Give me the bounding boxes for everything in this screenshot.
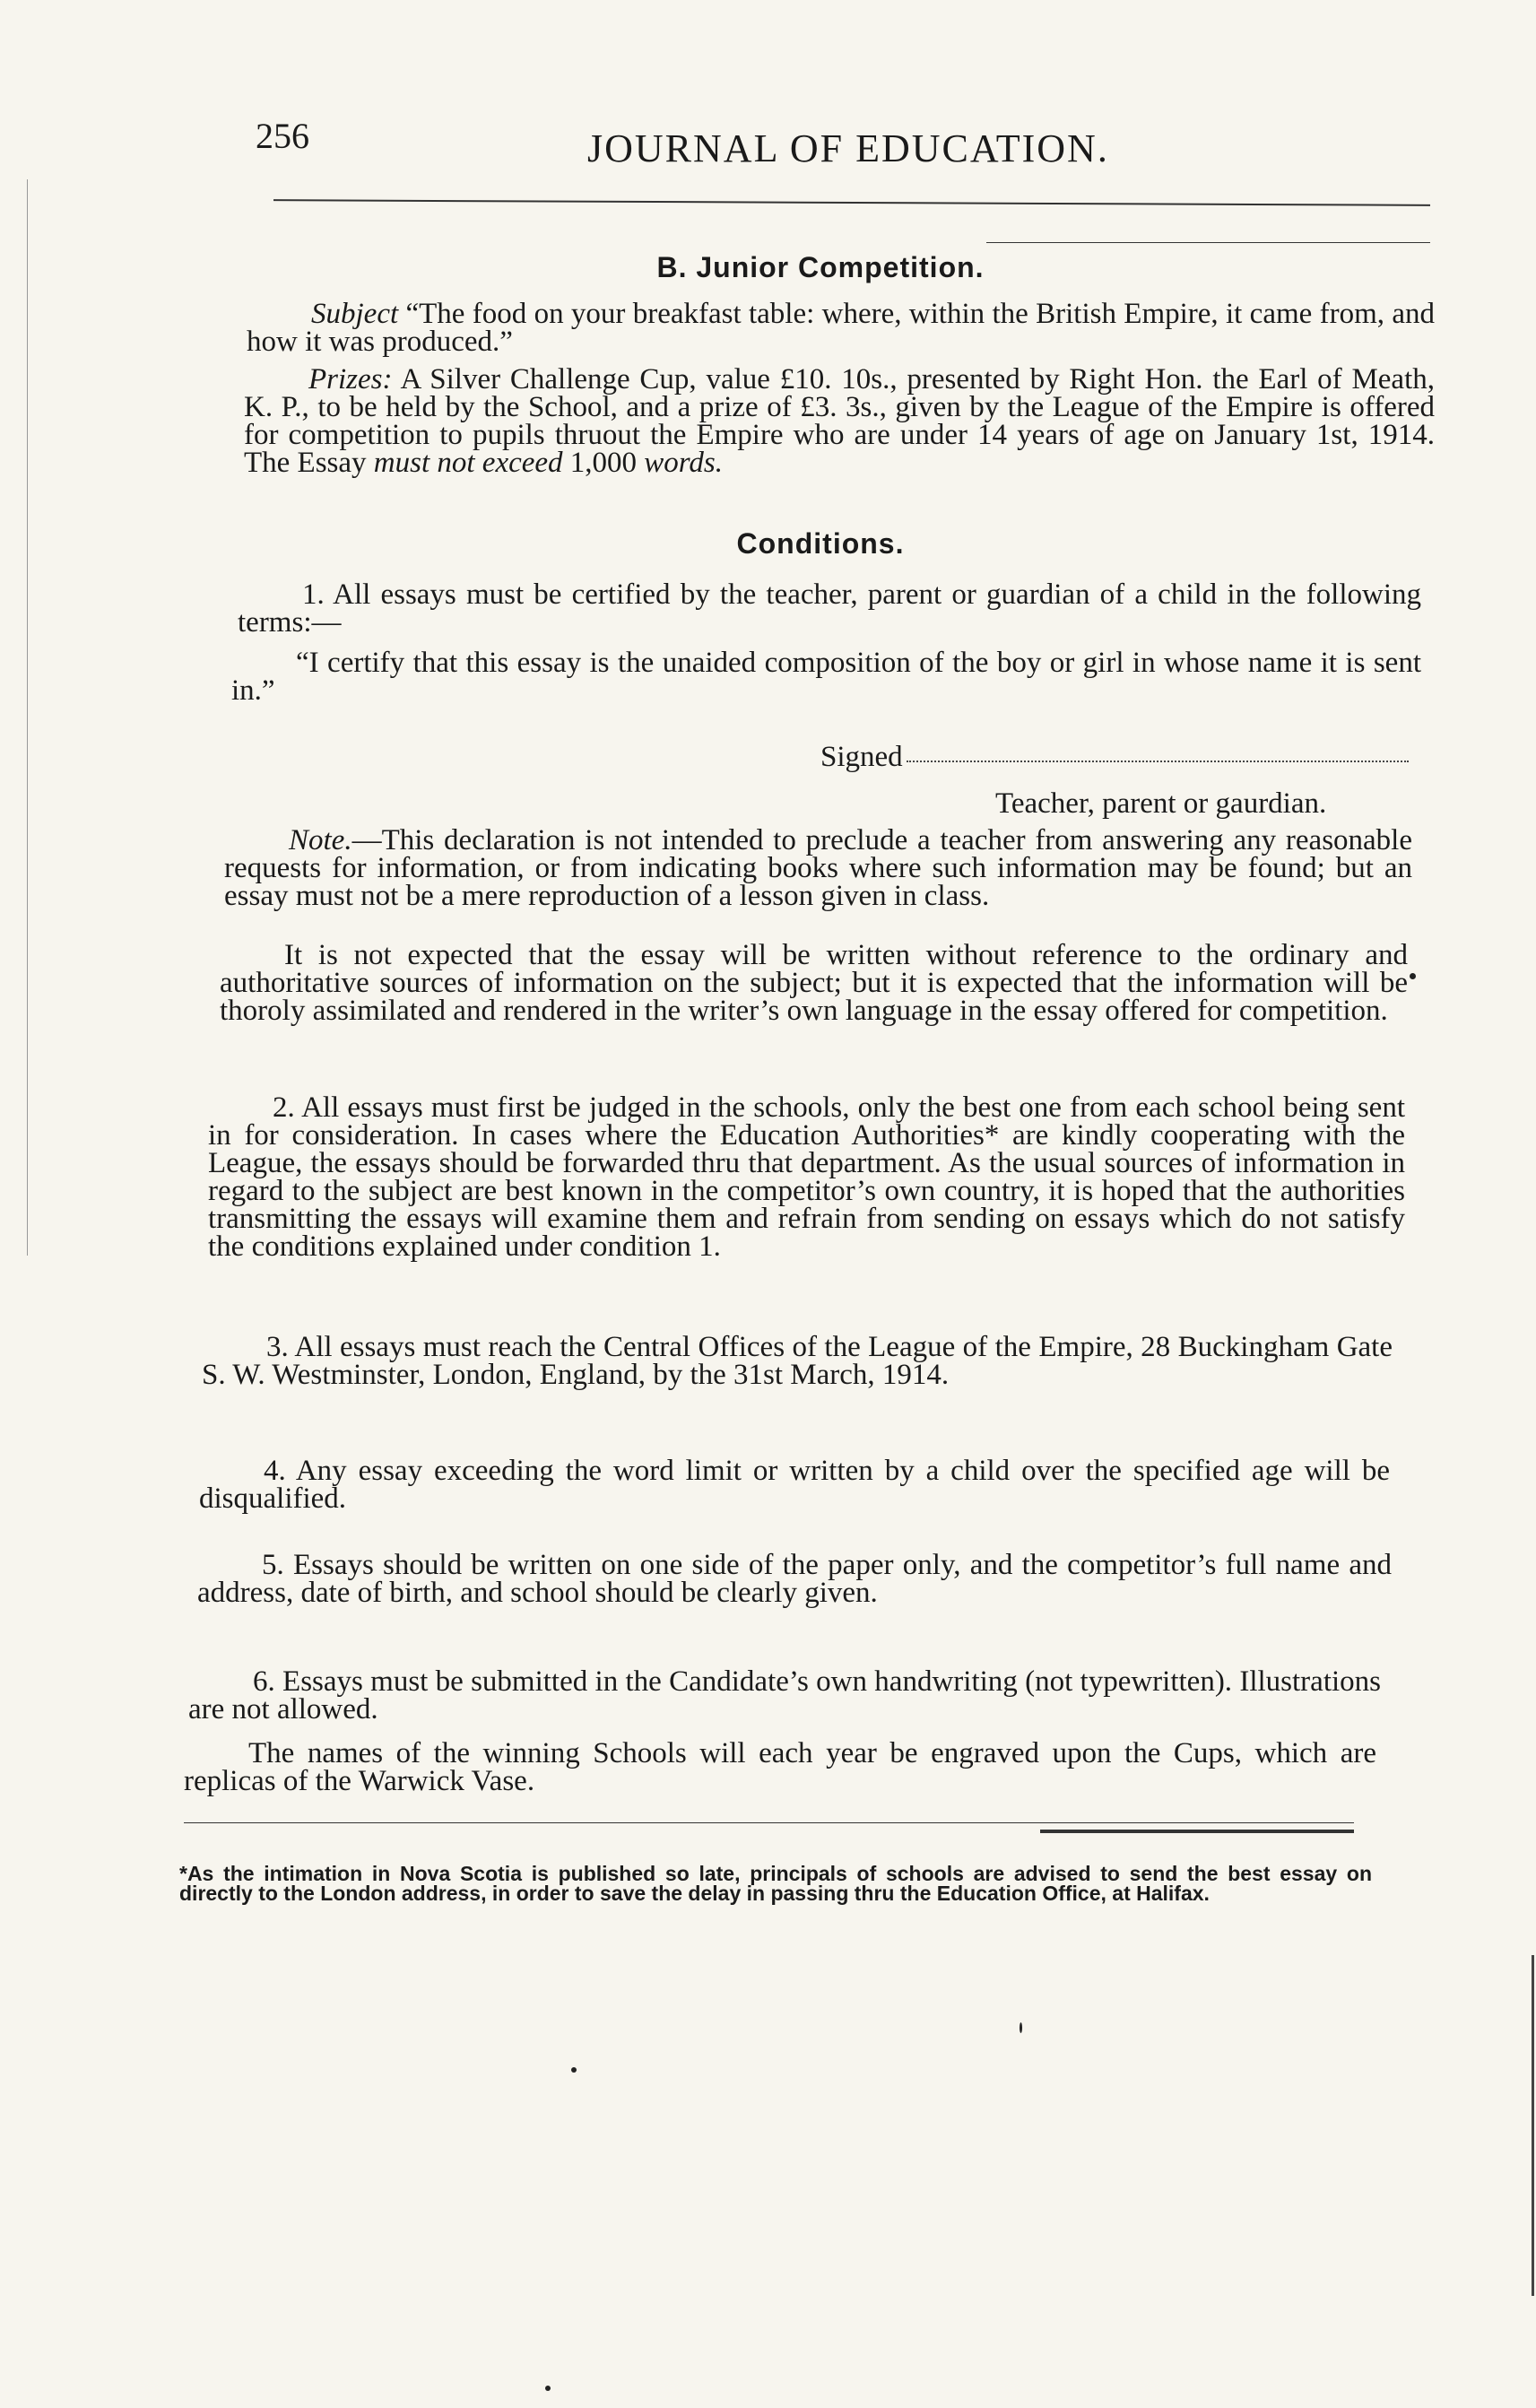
signed-label: Signed [820,741,903,773]
signature-line [820,741,1409,774]
condition-4: 4. Any essay exceeding the word limit or written by a child over the specified age will be disqualified. [199,1455,1390,1515]
footnote-rule [184,1822,1354,1823]
scan-speck [571,2067,577,2073]
scan-speck [1410,973,1416,979]
signature-dotted-line [907,761,1409,762]
scan-speck [545,2386,551,2391]
note-text: —This declaration is not intended to preclude a teacher from answering any reasonable requests for information, or from indicating books where such information may be found; but an essay must not be a mere reproduction of a lesson given in class. [224,824,1412,912]
prizes-emphasis: must not exceed [373,447,563,479]
condition-3: 3. All essays must reach the Central Offices of the League of the Empire, 28 Buckingham Gate S. W. Westminster, London, England, by the 31st March, 1914. [202,1331,1393,1391]
prizes-paragraph [244,363,1435,479]
conditions-heading: Conditions. [736,527,905,560]
footnote: *As the intimation in Nova Scotia is published so late, principals of schools are advised to send the best essay on directly to the London address, in order to save the delay in passing thru the Education Office, at Halifax. [179,1862,1372,1905]
signed-role: Teacher, parent or gaurdian. [995,787,1327,820]
certificate-text: “I certify that this essay is the unaided composition of the boy or girl in whose name it is sent in.” [231,647,1421,707]
condition-1: 1. All essays must be certified by the teacher, parent or guardian of a child in the following terms:— [238,578,1421,639]
subject-lead: Subject [311,298,399,330]
page-number: 256 [256,116,309,156]
section-heading: B. Junior Competition. [656,251,985,283]
subject-paragraph [247,300,1435,356]
footnote-rule-right [1040,1830,1354,1833]
condition-5: 5. Essays should be written on one side of the paper only, and the competitor’s full name and address, date of birth, and school should be clearly given. [197,1549,1392,1609]
condition-2: 2. All essays must first be judged in the schools, only the best one from each school being sent in for consideration. In cases where the Education Authorities* are kindly cooperating with the League, the essays should be forwarded thru that department. As the usual sources of information in regard to the subject are best known in the competitor’s own country, it is hoped that the authorities transmitting the essays will examine them and refrain from sending on essays which do not satisfy the conditions explained under condition 1. [208,1091,1405,1263]
prizes-text-2: 1,000 [562,447,645,479]
subject-text: “The food on your breakfast table: where, within the British Empire, it came from, and how it was produced.” [247,298,1435,358]
scan-edge [27,179,28,1256]
scan-speck [1020,2022,1022,2033]
closing-paragraph: The names of the winning Schools will each year be engraved upon the Cups, which are replicas of the Warwick Vase. [184,1737,1376,1797]
note-2-paragraph: It is not expected that the essay will be written without reference to the ordinary and authoritative sources of information on the subject; but it is expected that the information will be thoroly assimilated and rendered in the writer’s own language in the essay offered for competition. [220,939,1408,1027]
header-rule-lower [986,242,1430,243]
scan-edge [1532,1955,1534,2296]
condition-6: 6. Essays must be submitted in the Candidate’s own handwriting (not typewritten). Illustrations are not allowed. [188,1665,1381,1726]
prizes-emphasis-2: words. [644,447,724,479]
note-paragraph [224,824,1412,912]
prizes-lead: Prizes: [308,363,393,396]
note-lead: Note. [289,824,352,856]
prizes-text-1: A Silver Challenge Cup, value £10. 10s., presented by Right Hon. the Earl of Meath, K. P., to be held by the School, and a prize of £3. 3s., given by the League of the Empire is offered for competition to pupils thruout the Empire who are under 14 years of age on January 1st, 1914. The Essay [244,363,1435,479]
page-header [256,115,1430,187]
journal-title: JOURNAL OF EDUCATION. [587,126,1109,170]
header-rule [273,199,1430,206]
